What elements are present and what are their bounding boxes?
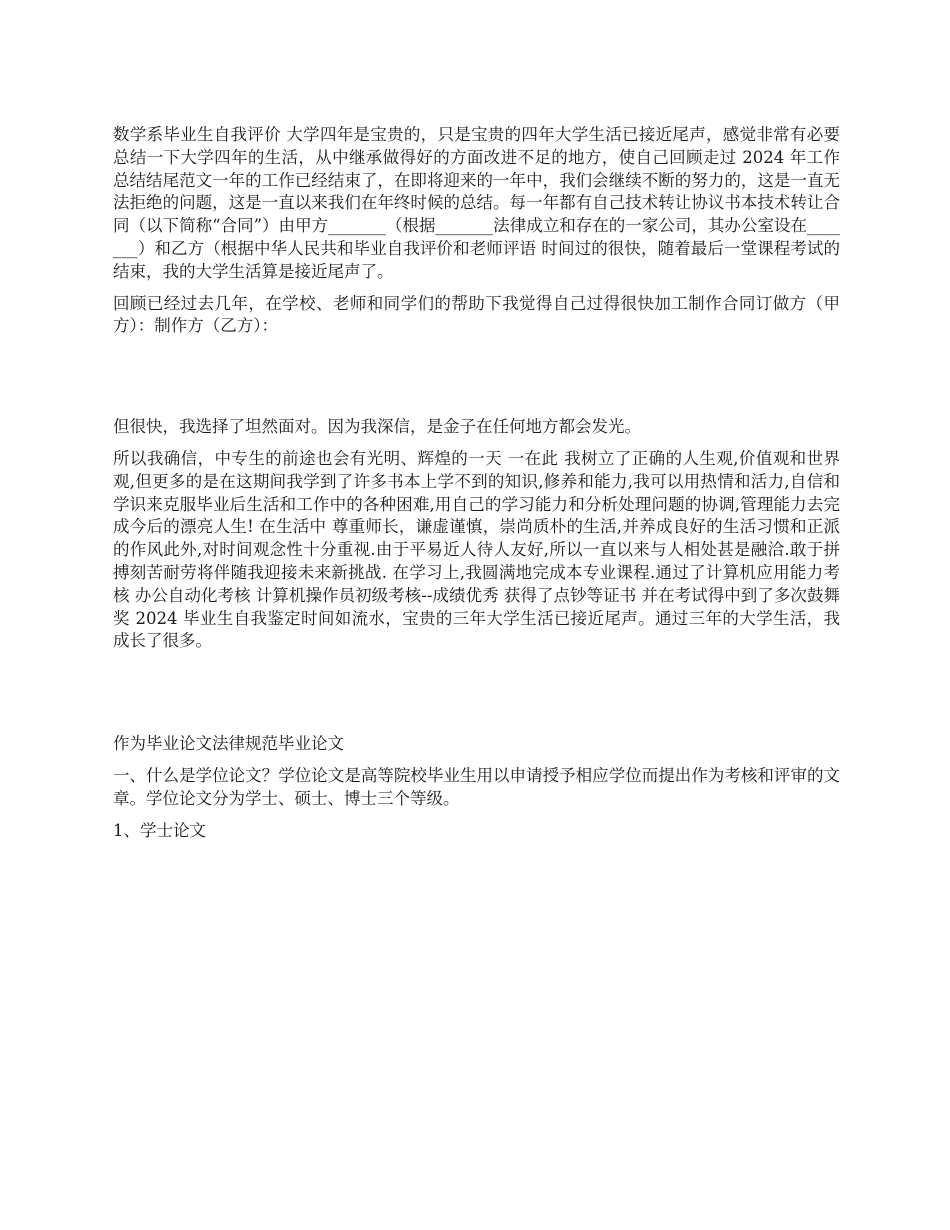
paragraph-review: 回顾已经过去几年，在学校、老师和同学们的帮助下我觉得自己过得很快加工制作合同订做方（甲方）：制作方（乙方）： xyxy=(113,293,840,336)
paragraph-face-calmly: 但很快，我选择了坦然面对。因为我深信，是金子在任何地方都会发光。 xyxy=(113,417,641,437)
document-page xyxy=(113,124,840,842)
paragraph-self-evaluation: 数学系毕业生自我评价 大学四年是宝贵的，只是宝贵的四年大学生活已接近尾声，感觉非常有必要总结一下大学四年的生活，从中继承做得好的方面改进不足的地方，使自己回顾走过 2024 年工作总结结尾范文一年的工作已经结束了，在即将迎来的一年中，我们会继续不断的努力的，这是一直无法拒绝的问题，这是一直以来我们在年终时候的总结。每一年都有自己技术转让协议书本技术转让合同（以下简称“合同”）由甲方_______（根据_______法律成立和存在的一家公司，其办公室设在_______）和乙方（根据中华人民共和毕业自我评价和老师评语 时间过的很快，随着最后一堂课程考试的结束，我的大学生活算是接近尾声了。 xyxy=(113,125,840,281)
subheading-bachelor-thesis: 1、学士论文 xyxy=(113,820,206,840)
paragraph-confidence: 所以我确信，中专生的前途也会有光明、辉煌的一天 一在此 我树立了正确的人生观,价值观和世界观,但更多的是在这期间我学到了许多书本上学不到的知识,修养和能力,我可以用热情和活力,自信和学识来克服毕业后生活和工作中的各种困难,用自己的学习能力和分析处理问题的协调,管理能力去完成今后的漂亮人生! 在生活中 尊重师长，谦虚谨慎，崇尚质朴的生活,并养成良好的生活习惯和正派的作风此外,对时间观念性十分重视.由于平易近人待人友好,所以一直以来与人相处甚是融洽.敢于拼搏刻苦耐劳将伴随我迎接未来新挑战. 在学习上,我圆满地完成本专业课程.通过了计算机应用能力考核 办公自动化考核 计算机操作员初级考核--成绩优秀 获得了点钞等证书 并在考试得中到了多次鼓舞奖 2024 毕业生自我鉴定时间如流水，宝贵的三年大学生活已接近尾声。通过三年的大学生活，我成长了很多。 xyxy=(113,448,840,651)
paragraph-thesis-definition: 一、什么是学位论文？学位论文是高等院校毕业生用以申请授予相应学位而提出作为考核和评审的文章。学位论文分为学士、硕士、博士三个等级。 xyxy=(113,765,840,808)
section-heading-thesis: 作为毕业论文法律规范毕业论文 xyxy=(113,734,344,754)
